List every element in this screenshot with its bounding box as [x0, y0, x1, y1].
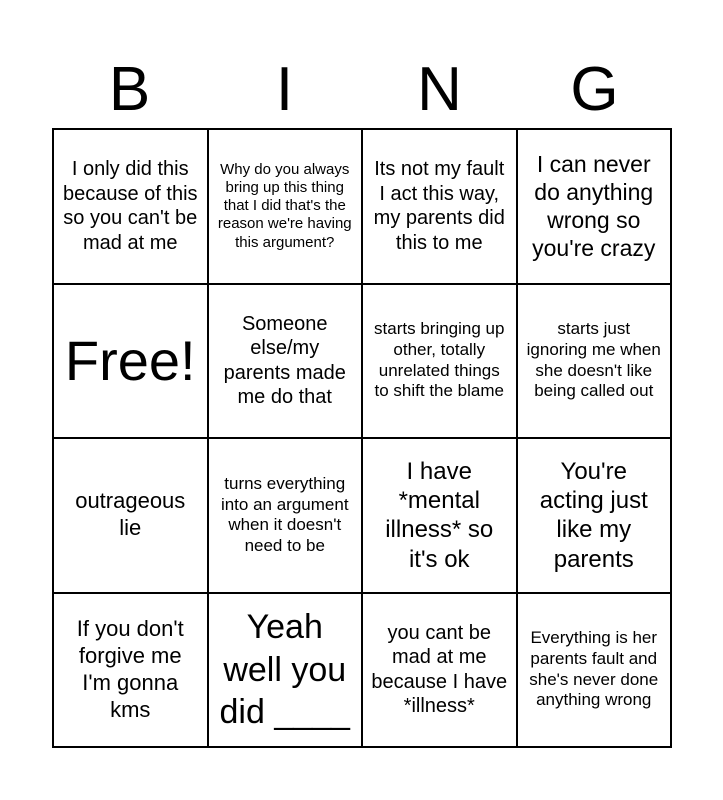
- bingo-cell-4[interactable]: I can never do anything wrong so you're crazy: [518, 130, 673, 285]
- bingo-cell-11[interactable]: I have *mental illness* so it's ok: [363, 439, 518, 594]
- bingo-cell-13[interactable]: If you don't forgive me I'm gonna kms: [54, 594, 209, 749]
- header-letter-b: B: [108, 55, 151, 124]
- bingo-cell-14[interactable]: Yeah well you did ____: [209, 594, 364, 749]
- bingo-cell-3[interactable]: Its not my fault I act this way, my parents did this to me: [363, 130, 518, 285]
- bingo-cell-16[interactable]: Everything is her parents fault and she's never done anything wrong: [518, 594, 673, 749]
- header-letter-i: I: [275, 55, 294, 124]
- bingo-cell-8[interactable]: starts just ignoring me when she doesn't like being called out: [518, 285, 673, 440]
- bingo-cell-2[interactable]: Why do you always bring up this thing that I did that's the reason we're having this argument?: [209, 130, 364, 285]
- header-letter-g: G: [570, 55, 619, 124]
- bingo-cell-1[interactable]: I only did this because of this so you can't be mad at me: [54, 130, 209, 285]
- bingo-grid: [52, 128, 672, 748]
- bingo-cell-9[interactable]: outrageous lie: [54, 439, 209, 594]
- bingo-cell-7[interactable]: starts bringing up other, totally unrelated things to shift the blame: [363, 285, 518, 440]
- bingo-free-cell[interactable]: Free!: [54, 285, 209, 440]
- bingo-header: [52, 52, 672, 128]
- bingo-cell-10[interactable]: turns everything into an argument when it doesn't need to be: [209, 439, 364, 594]
- bingo-cell-15[interactable]: you cant be mad at me because I have *illness*: [363, 594, 518, 749]
- header-letter-n: N: [417, 55, 462, 124]
- bingo-cell-6[interactable]: Someone else/my parents made me do that: [209, 285, 364, 440]
- bingo-cell-12[interactable]: You're acting just like my parents: [518, 439, 673, 594]
